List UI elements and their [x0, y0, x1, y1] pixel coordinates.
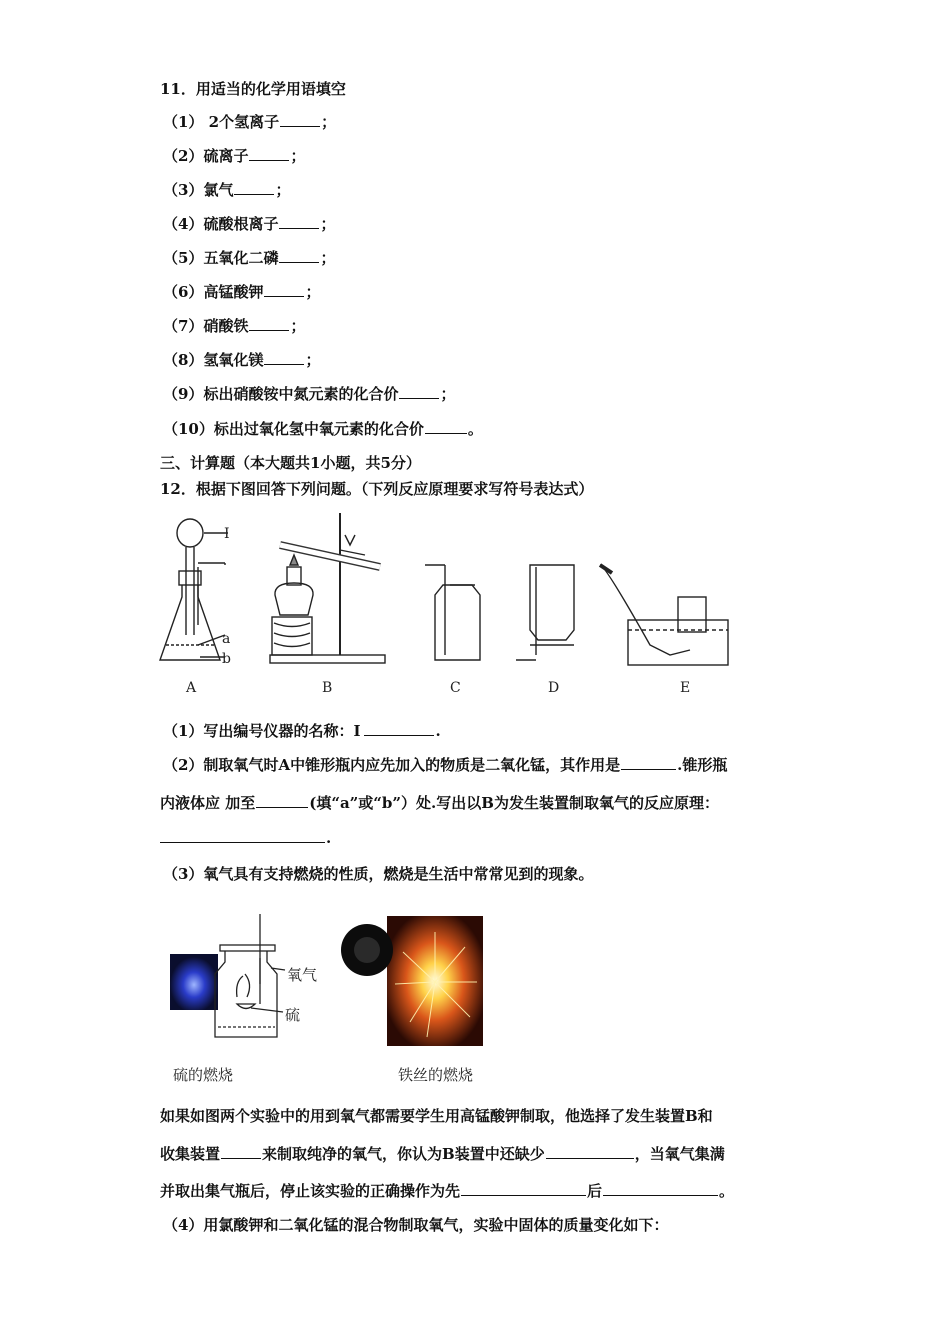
q12-part3-line2: [160, 1143, 725, 1164]
label-i: I: [224, 526, 230, 542]
answer-blank[interactable]: [249, 316, 289, 331]
item-end: ；: [290, 147, 306, 165]
item-number: （4）: [163, 215, 204, 233]
item-number: （1）: [163, 113, 204, 131]
item-number: （10）: [163, 420, 214, 438]
item-end: 。: [467, 420, 483, 438]
apparatus-a: [160, 519, 231, 660]
item-number: （5）: [163, 249, 204, 267]
q12-part2-line2: [160, 792, 719, 813]
label-oxygen: 氧气: [287, 966, 318, 984]
item-text: 标出过氧化氢中氧元素的化合价: [213, 420, 424, 438]
item-text: 硫离子: [203, 147, 249, 165]
q12-part2-line3: [160, 828, 331, 847]
apparatus-b: [270, 513, 385, 663]
answer-blank[interactable]: [364, 721, 434, 736]
q12-part3-line1: 如果如图两个实验中的用到氧气都需要学生用高锰酸钾制取，他选择了发生装置B和: [160, 1107, 713, 1125]
part3-text-e: 后: [587, 1182, 603, 1200]
q11-item-10: [163, 418, 483, 439]
q11-item-7: [163, 315, 305, 336]
item-text: 标出硝酸铵中氮元素的化合价: [203, 385, 399, 403]
q11-item-2: [163, 145, 305, 166]
part3-text-c: ，当氧气集满: [634, 1145, 725, 1163]
caption-d: D: [548, 680, 560, 696]
part3-text-b: 来制取纯净的氧气，你认为B装置中还缺少: [262, 1145, 545, 1163]
answer-blank[interactable]: [461, 1181, 586, 1196]
part2-end: .: [326, 829, 332, 847]
q11-item-9: [163, 383, 455, 404]
q12-part4: （4）用氯酸钾和二氧化锰的混合物制取氧气，实验中固体的质量变化如下：: [163, 1216, 669, 1234]
part2-text-a: （2）制取氧气时A中锥形瓶内应先加入的物质是二氧化锰，其作用是: [163, 756, 621, 774]
item-text: 氯气: [203, 181, 234, 199]
q12-part2-line1: [163, 754, 727, 775]
answer-blank[interactable]: [264, 350, 304, 365]
q11-title: 11．用适当的化学用语填空: [160, 80, 346, 98]
sulfur-bottle-diagram: [215, 914, 285, 1037]
caption-c: C: [450, 680, 461, 696]
item-end: ；: [305, 283, 321, 301]
answer-blank[interactable]: [221, 1144, 261, 1159]
answer-blank[interactable]: [256, 793, 308, 808]
caption-a: A: [186, 680, 197, 696]
part2-text-c: 内液体应 加至: [160, 794, 256, 812]
apparatus-d: [516, 565, 574, 660]
part3-text-d: 并取出集气瓶后，停止该实验的正确操作为先: [160, 1182, 461, 1200]
item-number: （2）: [163, 147, 204, 165]
apparatus-figure: [150, 505, 750, 705]
item-number: （7）: [163, 317, 204, 335]
item-text: 氢氧化镁: [203, 351, 264, 369]
q12-part1: [163, 720, 441, 741]
q12-part3-intro: （3）氧气具有支持燃烧的性质，燃烧是生活中常常见到的现象。: [163, 865, 594, 883]
item-end: ；: [290, 317, 306, 335]
caption-sulfur: 硫的燃烧: [173, 1066, 234, 1084]
item-number: （6）: [163, 283, 204, 301]
part3-text-f: 。: [719, 1182, 735, 1200]
q11-item-6: [163, 281, 320, 302]
item-end: ；: [320, 215, 336, 233]
sulfur-flame-photo: [170, 954, 218, 1010]
answer-blank[interactable]: [399, 384, 439, 399]
item-end: ；: [440, 385, 456, 403]
item-number: （3）: [163, 181, 204, 199]
caption-e: E: [680, 680, 691, 696]
answer-blank[interactable]: [264, 282, 304, 297]
q11-item-8: [163, 349, 320, 370]
answer-blank[interactable]: [621, 755, 676, 770]
item-number: （9）: [163, 385, 204, 403]
section-heading: 三、计算题（本大题共1小题，共5分）: [160, 454, 421, 472]
label-a: a: [222, 631, 231, 647]
part2-text-b: .锥形瓶: [677, 756, 728, 774]
iron-wire-photo: [341, 916, 483, 1046]
part1-text: （1）写出编号仪器的名称：Ⅰ: [163, 722, 361, 740]
answer-blank[interactable]: [279, 214, 319, 229]
part1-end: .: [435, 722, 441, 740]
item-end: ；: [275, 181, 291, 199]
q11-item-3: [163, 179, 290, 200]
part3-text-a: 收集装置: [160, 1145, 221, 1163]
answer-blank[interactable]: [160, 828, 325, 843]
label-sulfur: 硫: [285, 1006, 301, 1024]
answer-blank[interactable]: [603, 1181, 718, 1196]
answer-blank[interactable]: [546, 1144, 634, 1159]
apparatus-c: [425, 565, 480, 660]
label-b: b: [222, 651, 231, 667]
item-end: ；: [320, 249, 336, 267]
q11-item-5: [163, 247, 335, 268]
apparatus-e: [600, 565, 728, 665]
caption-b: B: [322, 680, 333, 696]
item-text: 高锰酸钾: [203, 283, 264, 301]
q12-part3-line3: [160, 1180, 734, 1201]
item-text: 五氧化二磷: [203, 249, 279, 267]
q12-title: 12．根据下图回答下列问题。（下列反应原理要求写符号表达式）: [160, 480, 594, 498]
item-text: 2个氢离子: [203, 113, 280, 131]
item-end: ；: [321, 113, 337, 131]
answer-blank[interactable]: [280, 112, 320, 127]
item-text: 硫酸根离子: [203, 215, 279, 233]
part2-text-d: (填“a”或“b”）处.写出以B为发生装置制取氧气的反应原理：: [309, 794, 719, 812]
item-number: （8）: [163, 351, 204, 369]
item-end: ；: [305, 351, 321, 369]
item-text: 硝酸铁: [203, 317, 249, 335]
answer-blank[interactable]: [234, 180, 274, 195]
q11-item-1: [163, 111, 336, 132]
q11-item-4: [163, 213, 335, 234]
caption-iron: 铁丝的燃烧: [398, 1066, 474, 1084]
answer-blank[interactable]: [249, 146, 289, 161]
answer-blank[interactable]: [279, 248, 319, 263]
answer-blank[interactable]: [425, 419, 467, 434]
